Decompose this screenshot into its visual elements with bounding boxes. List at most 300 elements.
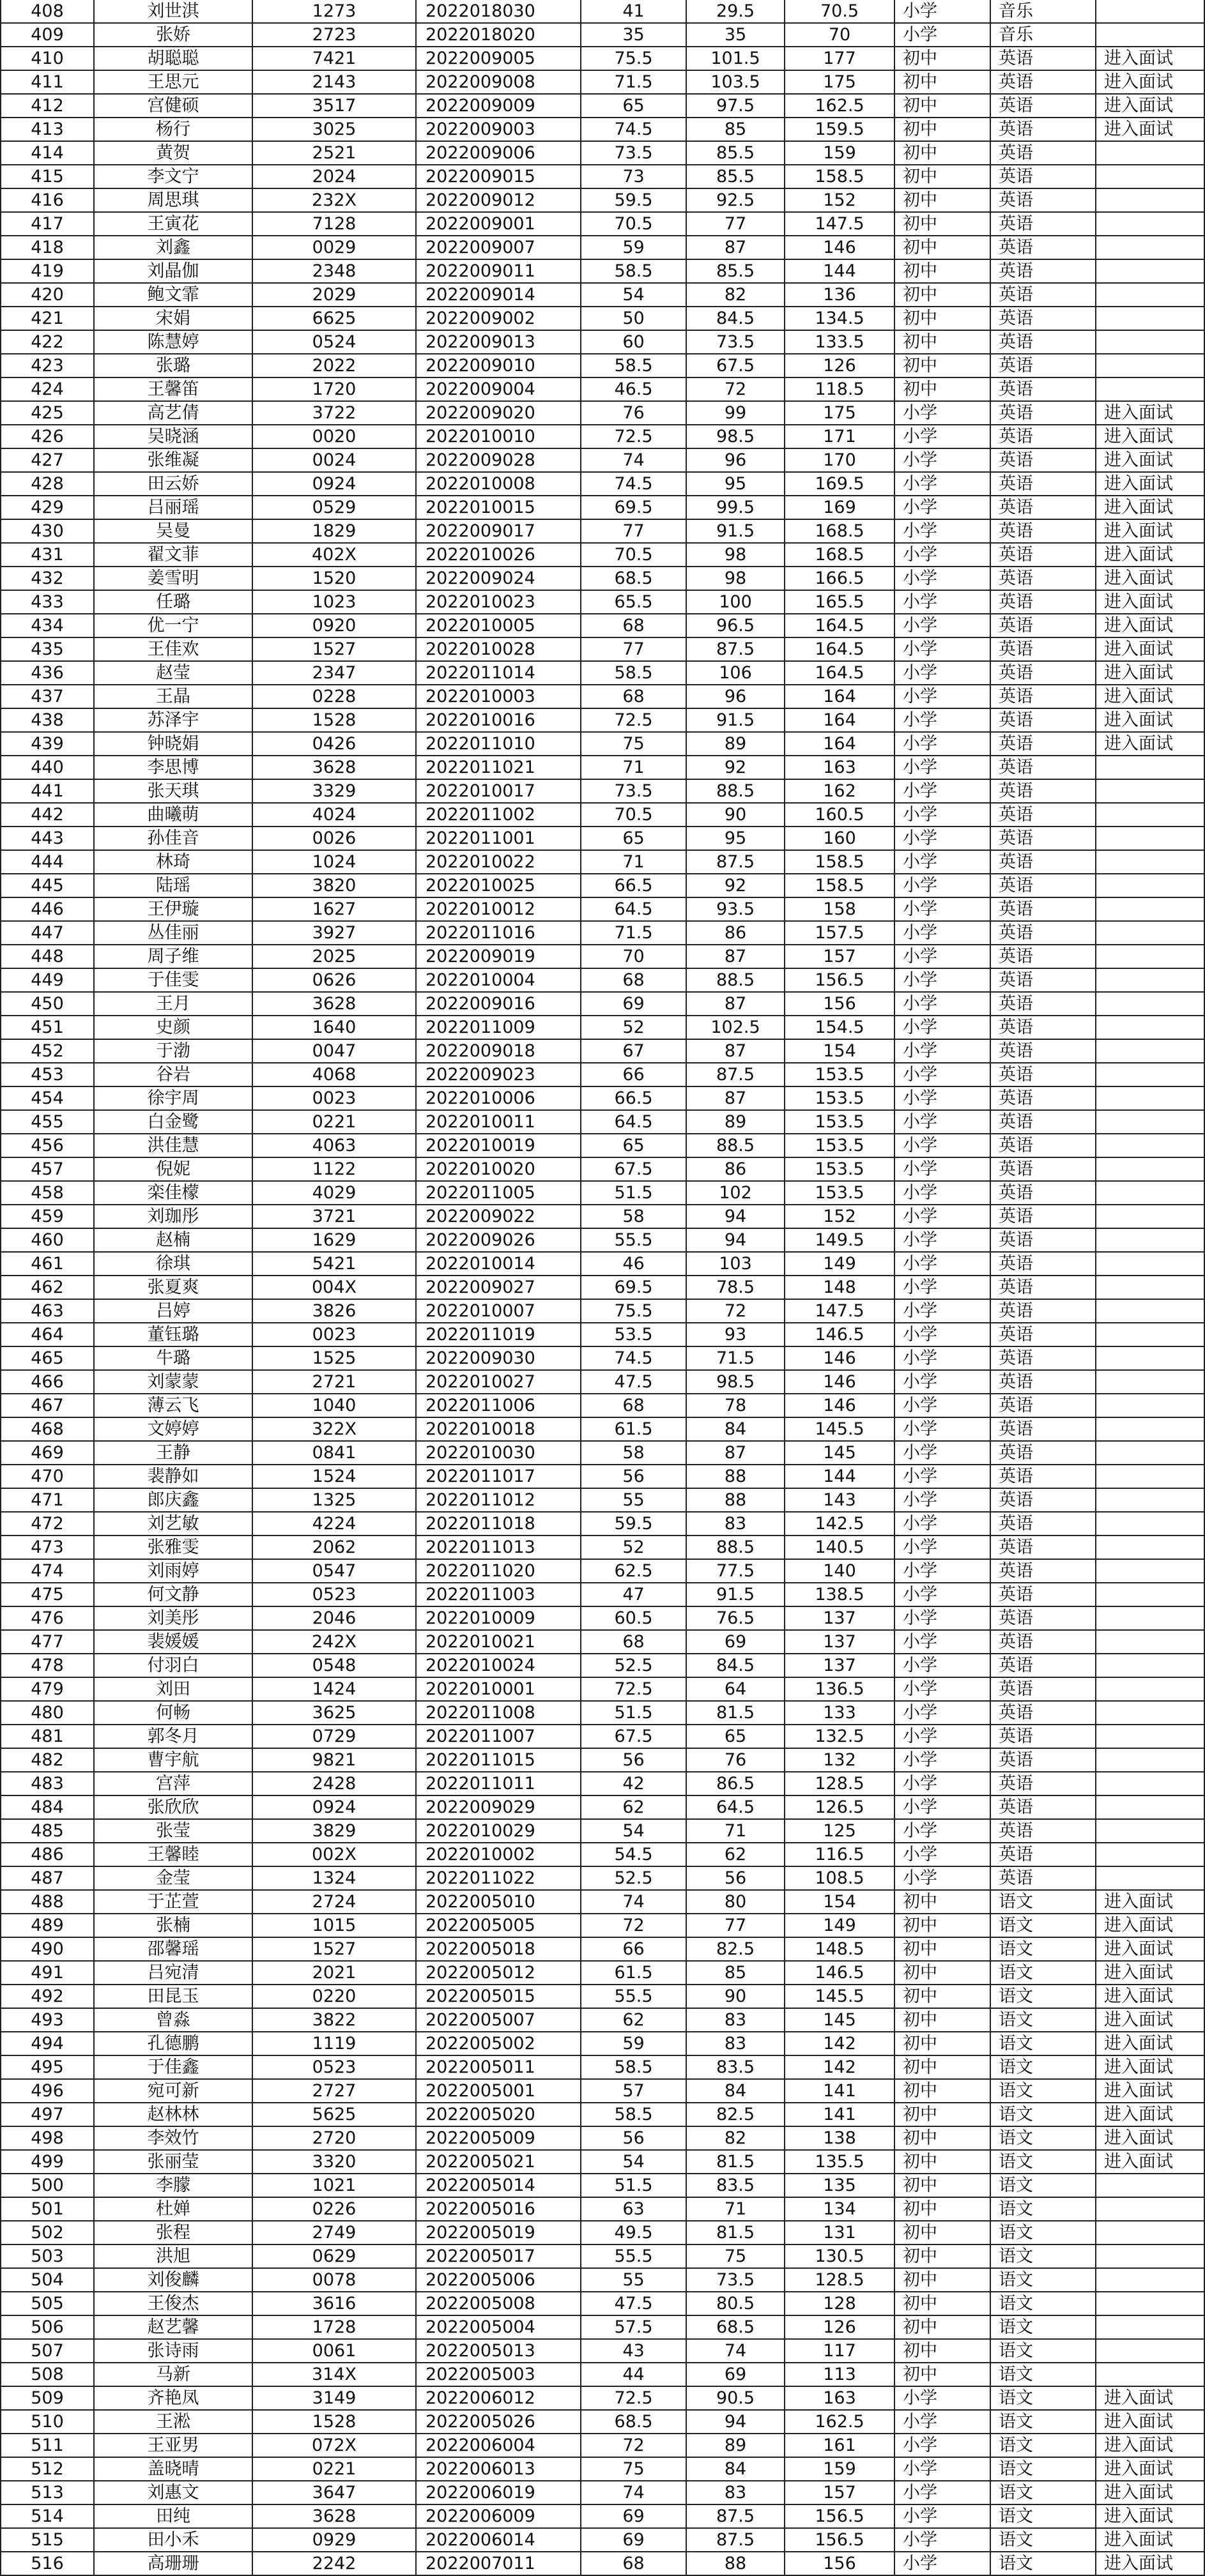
candidate-name-cell: 郭冬月 (94, 1725, 252, 1748)
school-level-cell: 小学 (894, 992, 990, 1016)
id-suffix-cell: 322X (252, 1417, 416, 1441)
written-score-cell: 46 (581, 1252, 686, 1276)
second-score-cell: 72 (686, 1299, 785, 1323)
row-number-cell: 432 (1, 567, 94, 590)
ticket-number-cell: 2022010024 (416, 1654, 581, 1677)
table-row (1, 1937, 1204, 1961)
candidate-name-cell: 张雅雯 (94, 1536, 252, 1559)
row-number-cell: 473 (1, 1536, 94, 1559)
row-number-cell: 503 (1, 2244, 94, 2268)
id-suffix-cell: 2428 (252, 1772, 416, 1795)
school-level-cell: 小学 (894, 1276, 990, 1299)
total-score-cell: 130.5 (785, 2244, 894, 2268)
written-score-cell: 69 (581, 2528, 686, 2552)
interview-status-cell (1096, 1110, 1204, 1134)
total-score-cell: 164.5 (785, 637, 894, 661)
total-score-cell: 145 (785, 2008, 894, 2032)
table-row (1, 2386, 1204, 2410)
row-number-cell: 419 (1, 259, 94, 283)
candidate-name-cell: 文婷婷 (94, 1417, 252, 1441)
id-suffix-cell: 2029 (252, 283, 416, 307)
school-level-cell: 小学 (894, 1465, 990, 1488)
subject-cell: 音乐 (990, 23, 1096, 47)
table-row (1, 330, 1204, 354)
written-score-cell: 65 (581, 94, 686, 118)
total-score-cell: 136 (785, 283, 894, 307)
school-level-cell: 小学 (894, 1417, 990, 1441)
candidate-name-cell: 孔德鹏 (94, 2032, 252, 2055)
school-level-cell: 小学 (894, 1370, 990, 1394)
interview-status-cell (1096, 1252, 1204, 1276)
row-number-cell: 431 (1, 543, 94, 567)
ticket-number-cell: 2022010012 (416, 897, 581, 921)
total-score-cell: 156 (785, 2552, 894, 2575)
second-score-cell: 94 (686, 2410, 785, 2434)
written-score-cell: 72.5 (581, 425, 686, 448)
table-row (1, 401, 1204, 425)
id-suffix-cell: 314X (252, 2363, 416, 2386)
total-score-cell: 108.5 (785, 1866, 894, 1890)
subject-cell: 语文 (990, 1937, 1096, 1961)
total-score-cell: 156 (785, 992, 894, 1016)
id-suffix-cell: 0548 (252, 1654, 416, 1677)
school-level-cell: 初中 (894, 118, 990, 141)
written-score-cell: 58.5 (581, 354, 686, 377)
subject-cell: 英语 (990, 968, 1096, 992)
table-row (1, 968, 1204, 992)
school-level-cell: 初中 (894, 2008, 990, 2032)
written-score-cell: 64.5 (581, 1110, 686, 1134)
school-level-cell: 初中 (894, 94, 990, 118)
second-score-cell: 93 (686, 1323, 785, 1346)
ticket-number-cell: 2022011008 (416, 1701, 581, 1725)
id-suffix-cell: 2521 (252, 141, 416, 165)
subject-cell: 英语 (990, 1843, 1096, 1866)
table-row (1, 94, 1204, 118)
interview-status-cell (1096, 1866, 1204, 1890)
table-row (1, 307, 1204, 330)
total-score-cell: 118.5 (785, 377, 894, 401)
row-number-cell: 507 (1, 2339, 94, 2363)
second-score-cell: 77 (686, 212, 785, 236)
written-score-cell: 68 (581, 968, 686, 992)
candidate-name-cell: 刘田 (94, 1677, 252, 1701)
table-row (1, 0, 1204, 23)
candidate-name-cell: 邵馨瑶 (94, 1937, 252, 1961)
written-score-cell: 69.5 (581, 496, 686, 519)
candidate-name-cell: 张欣欣 (94, 1795, 252, 1819)
table-row (1, 590, 1204, 614)
second-score-cell: 81.5 (686, 2150, 785, 2174)
subject-cell: 英语 (990, 1606, 1096, 1630)
total-score-cell: 143 (785, 1488, 894, 1512)
ticket-number-cell: 2022011011 (416, 1772, 581, 1795)
school-level-cell: 小学 (894, 448, 990, 472)
candidate-name-cell: 苏泽宇 (94, 708, 252, 732)
ticket-number-cell: 2022009030 (416, 1346, 581, 1370)
total-score-cell: 164 (785, 708, 894, 732)
table-row (1, 1748, 1204, 1772)
candidate-name-cell: 刘晶伽 (94, 259, 252, 283)
row-number-cell: 505 (1, 2292, 94, 2315)
table-row (1, 188, 1204, 212)
written-score-cell: 72 (581, 2434, 686, 2457)
written-score-cell: 68 (581, 1394, 686, 1417)
id-suffix-cell: 0547 (252, 1559, 416, 1583)
second-score-cell: 88.5 (686, 1536, 785, 1559)
candidate-name-cell: 马新 (94, 2363, 252, 2386)
school-level-cell: 小学 (894, 1772, 990, 1795)
subject-cell: 英语 (990, 496, 1096, 519)
school-level-cell: 小学 (894, 1488, 990, 1512)
second-score-cell: 71 (686, 1819, 785, 1843)
written-score-cell: 60.5 (581, 1606, 686, 1630)
total-score-cell: 147.5 (785, 1299, 894, 1323)
row-number-cell: 462 (1, 1276, 94, 1299)
second-score-cell: 98.5 (686, 1370, 785, 1394)
table-row (1, 70, 1204, 94)
ticket-number-cell: 2022009024 (416, 567, 581, 590)
row-number-cell: 426 (1, 425, 94, 448)
subject-cell: 英语 (990, 685, 1096, 708)
total-score-cell: 154 (785, 1890, 894, 1914)
row-number-cell: 458 (1, 1181, 94, 1205)
second-score-cell: 71.5 (686, 1346, 785, 1370)
row-number-cell: 449 (1, 968, 94, 992)
subject-cell: 英语 (990, 1795, 1096, 1819)
table-row (1, 118, 1204, 141)
second-score-cell: 103.5 (686, 70, 785, 94)
ticket-number-cell: 2022010027 (416, 1370, 581, 1394)
ticket-number-cell: 2022010021 (416, 1630, 581, 1654)
school-level-cell: 初中 (894, 2150, 990, 2174)
ticket-number-cell: 2022010025 (416, 874, 581, 897)
school-level-cell: 小学 (894, 1181, 990, 1205)
id-suffix-cell: 3320 (252, 2150, 416, 2174)
second-score-cell: 69 (686, 2363, 785, 2386)
row-number-cell: 468 (1, 1417, 94, 1441)
written-score-cell: 60 (581, 330, 686, 354)
subject-cell: 英语 (990, 1725, 1096, 1748)
total-score-cell: 126 (785, 2315, 894, 2339)
table-row (1, 1299, 1204, 1323)
ticket-number-cell: 2022018020 (416, 23, 581, 47)
table-row (1, 1654, 1204, 1677)
school-level-cell: 小学 (894, 1512, 990, 1536)
subject-cell: 英语 (990, 1181, 1096, 1205)
school-level-cell: 初中 (894, 1937, 990, 1961)
candidate-name-cell: 王伊璇 (94, 897, 252, 921)
ticket-number-cell: 2022010030 (416, 1441, 581, 1465)
table-row (1, 921, 1204, 945)
written-score-cell: 46.5 (581, 377, 686, 401)
ticket-number-cell: 2022009026 (416, 1228, 581, 1252)
subject-cell: 英语 (990, 1465, 1096, 1488)
candidate-name-cell: 赵楠 (94, 1228, 252, 1252)
second-score-cell: 78.5 (686, 1276, 785, 1299)
subject-cell: 英语 (990, 1063, 1096, 1086)
row-number-cell: 513 (1, 2481, 94, 2504)
school-level-cell: 初中 (894, 1890, 990, 1914)
table-row (1, 425, 1204, 448)
row-number-cell: 487 (1, 1866, 94, 1890)
subject-cell: 英语 (990, 945, 1096, 968)
second-score-cell: 89 (686, 2434, 785, 2457)
school-level-cell: 小学 (894, 1725, 990, 1748)
id-suffix-cell: 2062 (252, 1536, 416, 1559)
written-score-cell: 74 (581, 2481, 686, 2504)
interview-status-cell (1096, 212, 1204, 236)
ticket-number-cell: 2022006012 (416, 2386, 581, 2410)
row-number-cell: 482 (1, 1748, 94, 1772)
ticket-number-cell: 2022010015 (416, 496, 581, 519)
table-row (1, 1630, 1204, 1654)
row-number-cell: 411 (1, 70, 94, 94)
second-score-cell: 81.5 (686, 2221, 785, 2244)
school-level-cell: 小学 (894, 827, 990, 850)
candidate-name-cell: 于芷萱 (94, 1890, 252, 1914)
school-level-cell: 小学 (894, 2552, 990, 2575)
total-score-cell: 156.5 (785, 2504, 894, 2528)
total-score-cell: 154 (785, 1039, 894, 1063)
second-score-cell: 85.5 (686, 165, 785, 188)
interview-status-cell: 进入面试 (1096, 519, 1204, 543)
id-suffix-cell: 3822 (252, 2008, 416, 2032)
row-number-cell: 444 (1, 850, 94, 874)
ticket-number-cell: 2022006004 (416, 2434, 581, 2457)
ticket-number-cell: 2022007011 (416, 2552, 581, 2575)
ticket-number-cell: 2022011014 (416, 661, 581, 685)
subject-cell: 英语 (990, 519, 1096, 543)
total-score-cell: 175 (785, 70, 894, 94)
interview-status-cell: 进入面试 (1096, 401, 1204, 425)
total-score-cell: 133 (785, 1701, 894, 1725)
subject-cell: 英语 (990, 307, 1096, 330)
total-score-cell: 134.5 (785, 307, 894, 330)
row-number-cell: 486 (1, 1843, 94, 1866)
second-score-cell: 88 (686, 1488, 785, 1512)
school-level-cell: 初中 (894, 70, 990, 94)
total-score-cell: 158.5 (785, 874, 894, 897)
candidate-name-cell: 张莹 (94, 1819, 252, 1843)
school-level-cell: 初中 (894, 2292, 990, 2315)
row-number-cell: 425 (1, 401, 94, 425)
id-suffix-cell: 1273 (252, 0, 416, 23)
written-score-cell: 71 (581, 850, 686, 874)
id-suffix-cell: 1527 (252, 1937, 416, 1961)
interview-status-cell: 进入面试 (1096, 1985, 1204, 2008)
id-suffix-cell: 3647 (252, 2481, 416, 2504)
table-row (1, 1701, 1204, 1725)
second-score-cell: 101.5 (686, 47, 785, 70)
written-score-cell: 64.5 (581, 897, 686, 921)
interview-status-cell: 进入面试 (1096, 2457, 1204, 2481)
ticket-number-cell: 2022005021 (416, 2150, 581, 2174)
school-level-cell: 小学 (894, 1016, 990, 1039)
school-level-cell: 小学 (894, 472, 990, 496)
candidate-name-cell: 王淞 (94, 2410, 252, 2434)
candidate-name-cell: 黄贺 (94, 141, 252, 165)
candidate-name-cell: 盖晓晴 (94, 2457, 252, 2481)
written-score-cell: 58.5 (581, 2055, 686, 2079)
candidate-name-cell: 刘鑫 (94, 236, 252, 259)
candidate-name-cell: 宋娟 (94, 307, 252, 330)
candidate-name-cell: 张维凝 (94, 448, 252, 472)
ticket-number-cell: 2022010014 (416, 1252, 581, 1276)
id-suffix-cell: 2348 (252, 259, 416, 283)
total-score-cell: 137 (785, 1630, 894, 1654)
subject-cell: 英语 (990, 614, 1096, 637)
subject-cell: 英语 (990, 1583, 1096, 1606)
interview-status-cell: 进入面试 (1096, 2504, 1204, 2528)
interview-status-cell (1096, 1843, 1204, 1866)
school-level-cell: 小学 (894, 1630, 990, 1654)
candidate-name-cell: 郎庆鑫 (94, 1488, 252, 1512)
written-score-cell: 74.5 (581, 1346, 686, 1370)
second-score-cell: 98.5 (686, 425, 785, 448)
second-score-cell: 75 (686, 2244, 785, 2268)
subject-cell: 英语 (990, 1016, 1096, 1039)
table-row (1, 1465, 1204, 1488)
written-score-cell: 70.5 (581, 543, 686, 567)
table-row (1, 1914, 1204, 1937)
table-row (1, 2244, 1204, 2268)
total-score-cell: 146 (785, 236, 894, 259)
id-suffix-cell: 1023 (252, 590, 416, 614)
second-score-cell: 81.5 (686, 1701, 785, 1725)
subject-cell: 英语 (990, 94, 1096, 118)
row-number-cell: 467 (1, 1394, 94, 1417)
table-row (1, 2339, 1204, 2363)
written-score-cell: 68 (581, 2552, 686, 2575)
second-score-cell: 29.5 (686, 0, 785, 23)
subject-cell: 英语 (990, 259, 1096, 283)
id-suffix-cell: 0023 (252, 1086, 416, 1110)
school-level-cell: 小学 (894, 1677, 990, 1701)
interview-status-cell: 进入面试 (1096, 2552, 1204, 2575)
row-number-cell: 409 (1, 23, 94, 47)
written-score-cell: 35 (581, 23, 686, 47)
table-row (1, 1346, 1204, 1370)
id-suffix-cell: 0841 (252, 1441, 416, 1465)
school-level-cell: 小学 (894, 1394, 990, 1417)
school-level-cell: 小学 (894, 614, 990, 637)
written-score-cell: 73.5 (581, 779, 686, 803)
row-number-cell: 495 (1, 2055, 94, 2079)
written-score-cell: 71.5 (581, 921, 686, 945)
subject-cell: 英语 (990, 921, 1096, 945)
second-score-cell: 99.5 (686, 496, 785, 519)
total-score-cell: 135.5 (785, 2150, 894, 2174)
ticket-number-cell: 2022009011 (416, 259, 581, 283)
row-number-cell: 479 (1, 1677, 94, 1701)
table-row (1, 992, 1204, 1016)
ticket-number-cell: 2022011005 (416, 1181, 581, 1205)
table-row (1, 567, 1204, 590)
second-score-cell: 72 (686, 377, 785, 401)
table-row (1, 1843, 1204, 1866)
row-number-cell: 490 (1, 1937, 94, 1961)
table-row (1, 945, 1204, 968)
id-suffix-cell: 4068 (252, 1063, 416, 1086)
candidate-name-cell: 洪旭 (94, 2244, 252, 2268)
id-suffix-cell: 1829 (252, 519, 416, 543)
total-score-cell: 164 (785, 685, 894, 708)
second-score-cell: 83 (686, 2032, 785, 2055)
table-row (1, 803, 1204, 827)
second-score-cell: 83 (686, 1512, 785, 1536)
written-score-cell: 72.5 (581, 2386, 686, 2410)
subject-cell: 语文 (990, 2268, 1096, 2292)
table-row (1, 661, 1204, 685)
school-level-cell: 初中 (894, 2221, 990, 2244)
second-score-cell: 88.5 (686, 779, 785, 803)
total-score-cell: 149 (785, 1914, 894, 1937)
second-score-cell: 78 (686, 1394, 785, 1417)
total-score-cell: 141 (785, 2103, 894, 2126)
second-score-cell: 87 (686, 945, 785, 968)
id-suffix-cell: 0426 (252, 732, 416, 756)
total-score-cell: 157 (785, 945, 894, 968)
total-score-cell: 169 (785, 496, 894, 519)
total-score-cell: 154.5 (785, 1016, 894, 1039)
school-level-cell: 小学 (894, 1866, 990, 1890)
subject-cell: 英语 (990, 1299, 1096, 1323)
subject-cell: 英语 (990, 448, 1096, 472)
id-suffix-cell: 0523 (252, 2055, 416, 2079)
written-score-cell: 70.5 (581, 803, 686, 827)
school-level-cell: 小学 (894, 661, 990, 685)
school-level-cell: 小学 (894, 2528, 990, 2552)
candidate-name-cell: 吕宛清 (94, 1961, 252, 1985)
total-score-cell: 113 (785, 2363, 894, 2386)
interview-status-cell (1096, 283, 1204, 307)
written-score-cell: 63 (581, 2197, 686, 2221)
written-score-cell: 47.5 (581, 1370, 686, 1394)
row-number-cell: 494 (1, 2032, 94, 2055)
candidate-name-cell: 付羽白 (94, 1654, 252, 1677)
subject-cell: 英语 (990, 425, 1096, 448)
second-score-cell: 87.5 (686, 2504, 785, 2528)
total-score-cell: 157.5 (785, 921, 894, 945)
interview-status-cell (1096, 259, 1204, 283)
written-score-cell: 67 (581, 1039, 686, 1063)
row-number-cell: 424 (1, 377, 94, 401)
second-score-cell: 102.5 (686, 1016, 785, 1039)
subject-cell: 英语 (990, 1630, 1096, 1654)
ticket-number-cell: 2022010017 (416, 779, 581, 803)
school-level-cell: 初中 (894, 188, 990, 212)
id-suffix-cell: 0023 (252, 1323, 416, 1346)
subject-cell: 英语 (990, 732, 1096, 756)
school-level-cell: 小学 (894, 1157, 990, 1181)
interview-status-cell (1096, 779, 1204, 803)
ticket-number-cell: 2022009029 (416, 1795, 581, 1819)
second-score-cell: 80 (686, 1890, 785, 1914)
school-level-cell: 小学 (894, 23, 990, 47)
subject-cell: 语文 (990, 1985, 1096, 2008)
row-number-cell: 508 (1, 2363, 94, 2386)
interview-status-cell (1096, 141, 1204, 165)
ticket-number-cell: 2022010022 (416, 850, 581, 874)
table-row (1, 2008, 1204, 2032)
candidate-name-cell: 李文宁 (94, 165, 252, 188)
school-level-cell: 小学 (894, 685, 990, 708)
id-suffix-cell: 1528 (252, 2410, 416, 2434)
school-level-cell: 初中 (894, 2315, 990, 2339)
second-score-cell: 56 (686, 1866, 785, 1890)
second-score-cell: 82.5 (686, 2103, 785, 2126)
